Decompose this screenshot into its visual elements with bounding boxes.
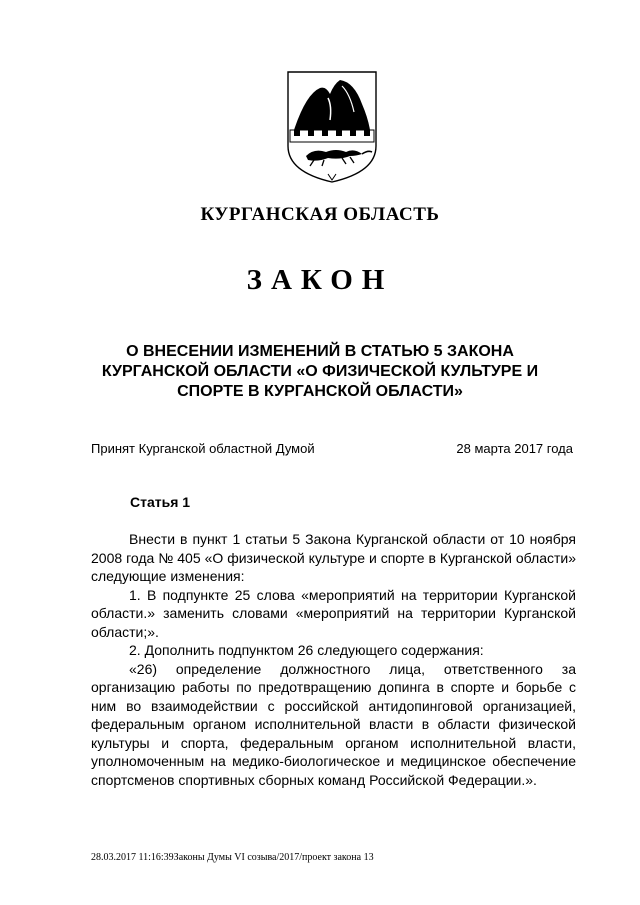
- article-heading: Статья 1: [130, 494, 191, 510]
- footer-path: 28.03.2017 11:16:39Законы Думы VI созыва/2017/проект закона 13: [91, 852, 374, 863]
- adoption-date: 28 марта 2017 года: [456, 441, 573, 456]
- document-type: ЗАКОН: [246, 264, 394, 296]
- paragraph: 2. Дополнить подпунктом 26 следующего содержания:: [129, 642, 484, 658]
- law-title: О ВНЕСЕНИИ ИЗМЕНЕНИЙ В СТАТЬЮ 5 ЗАКОНА КУРГАНСКОЙ ОБЛАСТИ «О ФИЗИЧЕСКОЙ КУЛЬТУРЕ И СПОРТЕ В КУРГАНСКОЙ ОБЛАСТИ»: [101, 343, 539, 400]
- coat-of-arms-icon: [284, 64, 380, 184]
- region-name: КУРГАНСКАЯ ОБЛАСТЬ: [200, 204, 440, 225]
- adopted-by: Принят Курганской областной Думой: [91, 441, 315, 456]
- paragraph: 1. В подпункте 25 слова «мероприятий на территории Курганской области.» заменить словами «мероприятий на территории Курганской области;».: [91, 586, 576, 640]
- paragraph: «26) определение должностного лица, ответственного за организацию работы по предотвращению допинга в спорте и борьбе с ним во взаимодействии с российской антидопинговой организацией, федеральным органом исполнительной власти в области физической культуры и спорта, федеральным органом исполнительной власти, уполномоченным на медико-биологическое и медицинское обеспечение спортсменов спортивных сборных команд Российской Федерации.».: [91, 660, 576, 788]
- article-body: [91, 530, 576, 789]
- paragraph: Внести в пункт 1 статьи 5 Закона Курганской области от 10 ноября 2008 года № 405 «О физической культуре и спорте в Курганской области» следующие изменения:: [91, 531, 576, 584]
